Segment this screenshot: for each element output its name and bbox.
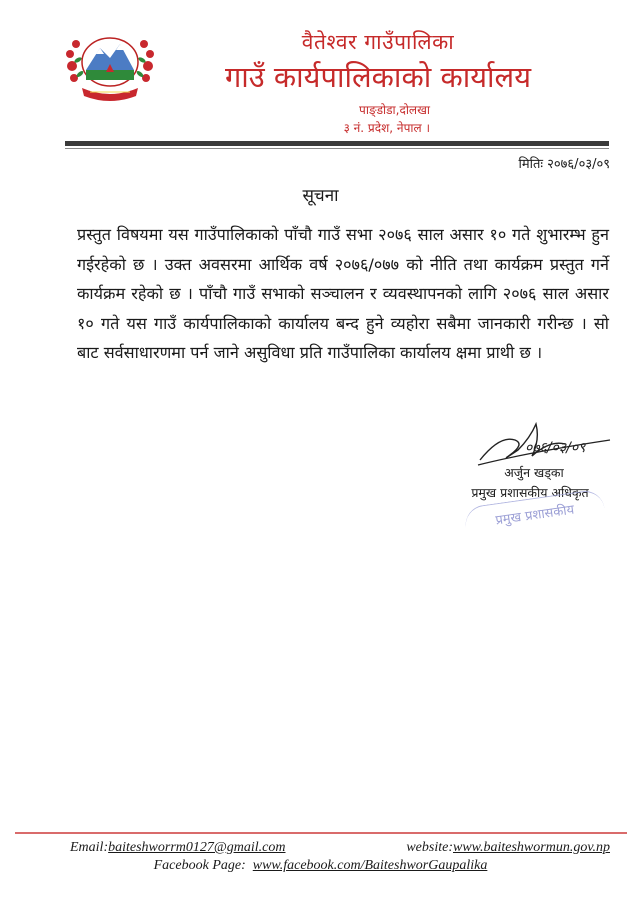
facebook-link[interactable]: www.facebook.com/BaiteshworGaupalika: [252, 858, 488, 873]
notice-title: सूचना: [302, 186, 339, 206]
header-divider: [65, 141, 609, 146]
website-link[interactable]: www.baiteshwormun.gov.np: [453, 840, 610, 855]
signature-date: ०७६/०३/०९: [525, 440, 586, 456]
office-name: गाउँ कार्यपालिकाको कार्यालय: [224, 60, 532, 94]
email-link[interactable]: baiteshworrm0127@gmail.com: [108, 840, 286, 855]
address-line-2: ३ नं. प्रदेश, नेपाल ।: [343, 121, 430, 135]
header-divider-thin: [65, 148, 609, 149]
email-label: Email:: [70, 840, 109, 855]
email-block: [70, 840, 286, 856]
notice-body: प्रस्तुत विषयमा यस गाउँपालिकाको पाँचौ गाउँ सभा २०७६ साल असार १० गते शुभारम्भ हुन गईरहेको छ । उक्त अवसरमा आर्थिक वर्ष २०७६/०७७ को नीति तथा कार्यक्रम प्रस्तुत गर्ने कार्यक्रम रहेको छ । पाँचौ गाउँ सभाको सञ्चालन र व्यवस्थापनको लागि २०७६ साल असार १० गते यस गाउँ कार्यपालिकाको कार्यालय बन्द हुने व्यहोरा सबैमा जानकारी गरीन्छ । सो बाट सर्वसाधारणमा पर्न जाने असुविधा प्रति गाउँपालिका कार्यालय क्षमा प्राथी छ ।: [77, 225, 609, 362]
official-stamp: प्रमुख प्रशासकीय: [463, 488, 607, 544]
notice-date: मितिः २०७६/०३/०९: [518, 157, 610, 172]
footer-facebook-line: [0, 858, 641, 874]
website-label: website:: [406, 840, 453, 855]
facebook-label: Facebook Page:: [153, 858, 246, 873]
address-line-1: पाङ्डोडा,दोलखा: [359, 103, 430, 117]
signer-designation: प्रमुख प्रशासकीय अधिकृत: [471, 485, 589, 500]
municipality-name: वैतेश्वर गाउँपालिका: [301, 30, 455, 54]
footer-divider: [15, 832, 627, 834]
website-block: [406, 840, 610, 856]
signer-name: अर्जुन खड्का: [504, 465, 564, 480]
